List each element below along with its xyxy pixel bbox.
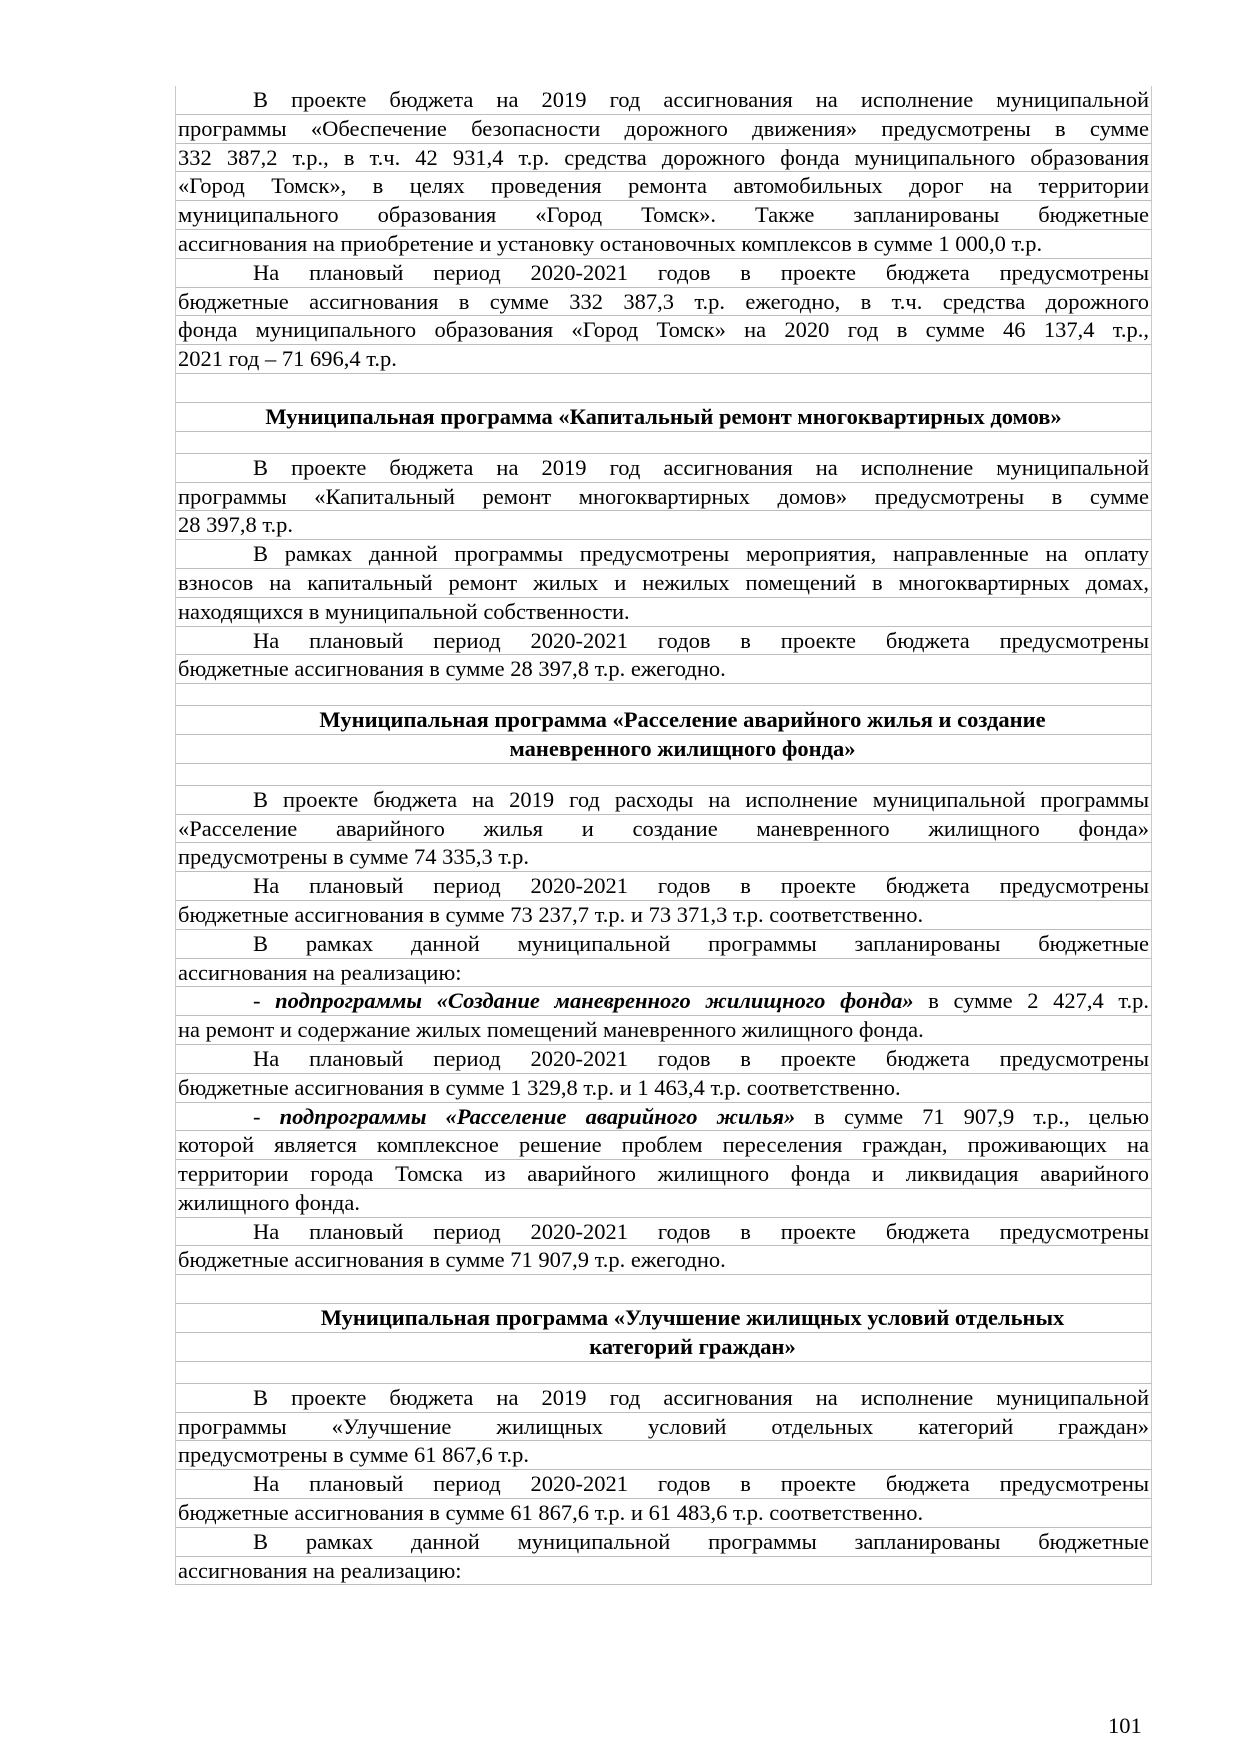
text-line: В рамках данной муниципальной программы запланированы бюджетные — [175, 930, 1152, 959]
text-line: на ремонт и содержание жилых помещений маневренного жилищного фонда. — [175, 1016, 1152, 1045]
text-line: В рамках данной программы предусмотрены мероприятия, направленные на оплату — [175, 540, 1152, 569]
section-heading: маневренного жилищного фонда» — [175, 735, 1152, 764]
text-line: бюджетные ассигнования в сумме 61 867,6 т.р. и 61 483,6 т.р. соответственно. — [175, 1499, 1152, 1528]
text-line: В проекте бюджета на 2019 год ассигнования на исполнение муниципальной — [175, 454, 1152, 483]
blank-line — [175, 764, 1152, 786]
text-line: находящихся в муниципальной собственности. — [175, 598, 1152, 627]
section-heading: Муниципальная программа «Расселение аварийного жилья и создание — [175, 706, 1152, 735]
text-line: программы «Улучшение жилищных условий отдельных категорий граждан» — [175, 1413, 1152, 1442]
list-dash: - — [253, 988, 276, 1014]
text-fragment: в сумме 71 907,9 т.р., целью — [795, 1103, 1150, 1129]
text-line: взносов на капитальный ремонт жилых и нежилых помещений в многоквартирных домах, — [175, 569, 1152, 598]
section-heading: Муниципальная программа «Капитальный ремонт многоквартирных домов» — [175, 403, 1152, 432]
page-number: 101 — [1108, 1713, 1142, 1738]
text-line: предусмотрены в сумме 74 335,3 т.р. — [175, 843, 1152, 872]
document-page — [175, 86, 1152, 1585]
text-line: фонда муниципального образования «Город Томск» на 2020 год в сумме 46 137,4 т.р., — [175, 316, 1152, 345]
text-line: На плановый период 2020-2021 годов в проекте бюджета предусмотрены — [175, 259, 1152, 288]
text-line — [175, 1103, 1152, 1132]
text-line: На плановый период 2020-2021 годов в проекте бюджета предусмотрены — [175, 1470, 1152, 1499]
blank-line — [175, 1275, 1152, 1304]
text-line: 332 387,2 т.р., в т.ч. 42 931,4 т.р. средства дорожного фонда муниципального образования — [175, 144, 1152, 173]
text-line: ассигнования на реализацию: — [175, 959, 1152, 988]
text-line: жилищного фонда. — [175, 1189, 1152, 1218]
text-line: бюджетные ассигнования в сумме 73 237,7 т.р. и 73 371,3 т.р. соответственно. — [175, 901, 1152, 930]
section-heading: категорий граждан» — [175, 1333, 1152, 1362]
text-line: бюджетные ассигнования в сумме 71 907,9 т.р. ежегодно. — [175, 1246, 1152, 1275]
text-line: «Расселение аварийного жилья и создание маневренного жилищного фонда» — [175, 815, 1152, 844]
text-line: «Город Томск», в целях проведения ремонта автомобильных дорог на территории — [175, 172, 1152, 201]
text-line: В проекте бюджета на 2019 год расходы на исполнение муниципальной программы — [175, 786, 1152, 815]
text-line: ассигнования на реализацию: — [175, 1557, 1152, 1586]
text-line: 28 397,8 т.р. — [175, 511, 1152, 540]
subprogram-title: подпрограммы «Расселение аварийного жилья» — [279, 1103, 796, 1129]
blank-line — [175, 432, 1152, 454]
blank-line — [175, 684, 1152, 706]
text-line: 2021 год – 71 696,4 т.р. — [175, 345, 1152, 374]
text-line: предусмотрены в сумме 61 867,6 т.р. — [175, 1441, 1152, 1470]
text-line: территории города Томска из аварийного жилищного фонда и ликвидация аварийного — [175, 1160, 1152, 1189]
text-line: В проекте бюджета на 2019 год ассигнования на исполнение муниципальной — [175, 86, 1152, 115]
text-fragment: в сумме 2 427,4 т.р. — [913, 988, 1150, 1014]
text-line: На плановый период 2020-2021 годов в проекте бюджета предусмотрены — [175, 1218, 1152, 1247]
text-line: программы «Капитальный ремонт многоквартирных домов» предусмотрены в сумме — [175, 483, 1152, 512]
text-line: бюджетные ассигнования в сумме 1 329,8 т.р. и 1 463,4 т.р. соответственно. — [175, 1074, 1152, 1103]
text-line — [175, 987, 1152, 1016]
text-line: В проекте бюджета на 2019 год ассигнования на исполнение муниципальной — [175, 1384, 1152, 1413]
text-line: бюджетные ассигнования в сумме 28 397,8 т.р. ежегодно. — [175, 655, 1152, 684]
subprogram-title: подпрограммы «Создание маневренного жилищного фонда» — [275, 988, 914, 1014]
section-heading: Муниципальная программа «Улучшение жилищных условий отдельных — [175, 1304, 1152, 1333]
text-line: ассигнования на приобретение и установку остановочных комплексов в сумме 1 000,0 т.р. — [175, 230, 1152, 259]
text-line: муниципального образования «Город Томск». Также запланированы бюджетные — [175, 201, 1152, 230]
blank-line — [175, 1362, 1152, 1384]
text-line: На плановый период 2020-2021 годов в проекте бюджета предусмотрены — [175, 1045, 1152, 1074]
text-line: программы «Обеспечение безопасности дорожного движения» предусмотрены в сумме — [175, 115, 1152, 144]
list-dash: - — [253, 1103, 280, 1129]
text-line: На плановый период 2020-2021 годов в проекте бюджета предусмотрены — [175, 872, 1152, 901]
text-line: бюджетные ассигнования в сумме 332 387,3 т.р. ежегодно, в т.ч. средства дорожного — [175, 288, 1152, 317]
text-line: На плановый период 2020-2021 годов в проекте бюджета предусмотрены — [175, 627, 1152, 656]
text-line: которой является комплексное решение проблем переселения граждан, проживающих на — [175, 1131, 1152, 1160]
text-line: В рамках данной муниципальной программы запланированы бюджетные — [175, 1528, 1152, 1557]
blank-line — [175, 374, 1152, 403]
